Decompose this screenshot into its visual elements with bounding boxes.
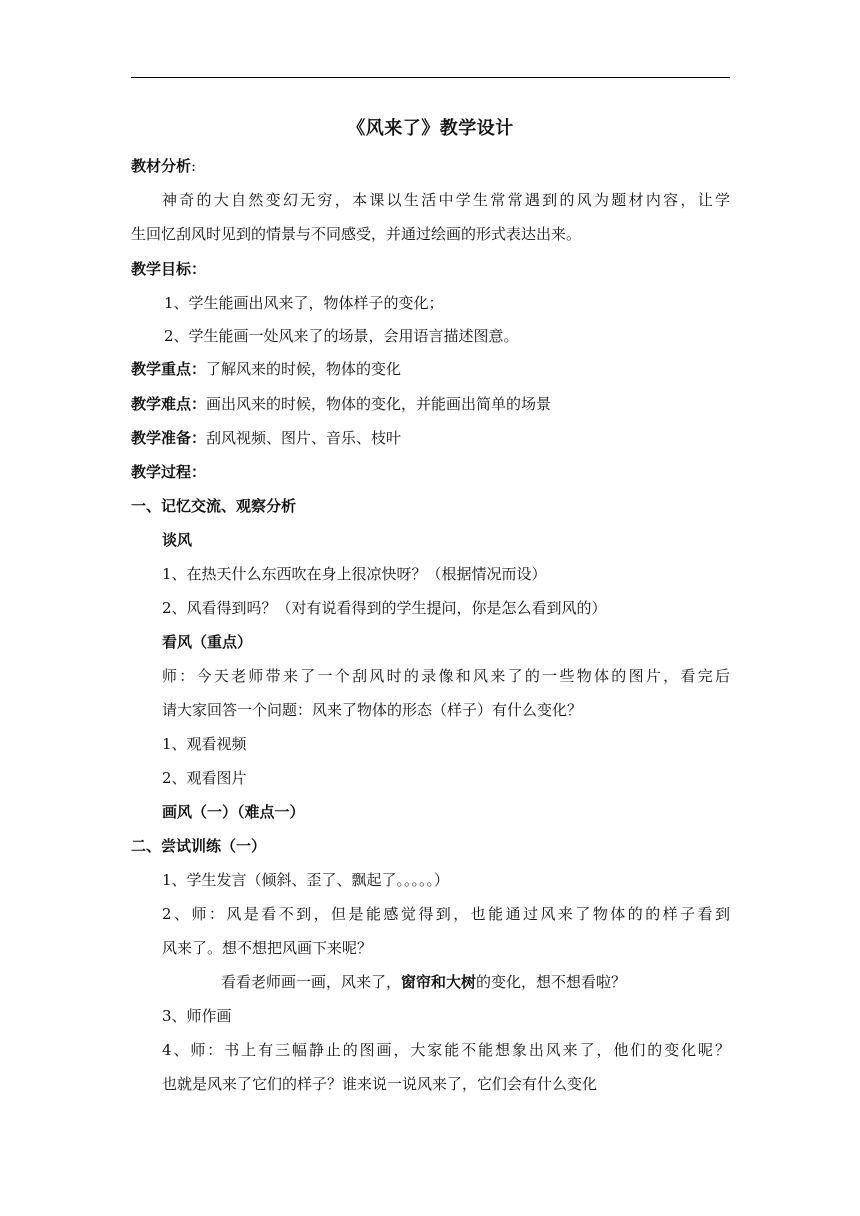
process-colon: ： (191, 463, 207, 481)
talk-item: 2、风看得到吗？（对有说看得到的学生提问，你是怎么看到风的） (162, 599, 607, 617)
watch-item: 1、观看视频 (162, 735, 247, 753)
key-point-colon: ： (191, 360, 207, 378)
teacher-intro-line-2: 请大家回答一个问题：风来了物体的形态（样子）有什么变化？ (162, 701, 583, 719)
practice-item-3: 3、师作画 (162, 1007, 232, 1025)
preparation-colon: ： (191, 429, 207, 447)
goals-colon: ： (191, 260, 207, 278)
key-point-label: 教学重点 (131, 360, 192, 378)
practice-item-2-line-2: 风来了。想不想把风画下来呢？ (162, 939, 373, 957)
watch-item: 2、观看图片 (162, 769, 247, 787)
goals-label: 教学目标 (131, 260, 192, 278)
talk-item: 1、在热天什么东西吹在身上很凉快呀？（根据情况而设） (162, 565, 547, 583)
document-title: 《风来了》教学设计 (347, 118, 514, 139)
goals-heading (131, 258, 206, 280)
draw-wind-heading: 画风（一）（难点一） (162, 803, 305, 821)
talk-wind-heading: 谈风 (162, 531, 193, 549)
preparation-label: 教学准备 (131, 429, 192, 447)
analysis-paragraph-line-2: 生回忆刮风时见到的情景与不同感受，并通过绘画的形式表达出来。 (131, 225, 582, 243)
difficulty-value: 画出风来的时候，物体的变化，并能画出简单的场景 (206, 395, 552, 413)
difficulty-colon: ： (191, 395, 207, 413)
analysis-paragraph-line-1: 神奇的大自然变幻无穷，本课以生活中学生常常遇到的风为题材内容，让学 (162, 191, 730, 209)
watch-teacher-draw-bold: 窗帘和大树 (401, 973, 477, 991)
watch-wind-heading: 看风（重点） (162, 633, 253, 651)
practice-item-2-line-1: 2、师：风是看不到，但是能感觉得到，也能通过风来了物体的的样子看到 (162, 905, 730, 923)
goal-item: 2、学生能画一处风来了的场景，会用语言描述图意。 (164, 327, 519, 345)
difficulty-label: 教学难点 (131, 395, 192, 413)
teacher-intro-line-1: 师：今天老师带来了一个刮风时的录像和风来了的一些物体的图片，看完后 (162, 667, 730, 685)
section-2-heading: 二、尝试训练（一） (131, 837, 267, 855)
watch-teacher-draw (221, 971, 626, 993)
key-point-value: 了解风来的时候，物体的变化 (206, 360, 402, 378)
practice-item-1: 1、学生发言（倾斜、歪了、飘起了。。。。。） (162, 871, 450, 889)
practice-item-4-line-1: 4、师：书上有三幅静止的图画，大家能不能想象出风来了，他们的变化呢？ (162, 1041, 730, 1059)
section-1-heading: 一、记忆交流、观察分析 (131, 497, 297, 515)
goal-item: 1、学生能画出风来了，物体样子的变化； (164, 294, 444, 312)
preparation-value: 刮风视频、图片、音乐、枝叶 (206, 429, 402, 447)
watch-teacher-draw-post: 的变化，想不想看啦？ (476, 973, 627, 991)
analysis-heading (131, 155, 196, 177)
analysis-colon: : (191, 157, 197, 175)
difficulty-point (131, 393, 551, 415)
header-rule (131, 77, 730, 78)
process-heading (131, 461, 206, 483)
practice-item-4-line-2: 也就是风来了它们的样子？谁来说一说风来了，它们会有什么变化 (162, 1075, 598, 1093)
key-point (131, 358, 401, 380)
preparation (131, 427, 401, 449)
watch-teacher-draw-pre: 看看老师画一画，风来了， (221, 973, 402, 991)
analysis-label: 教材分析 (131, 157, 192, 175)
process-label: 教学过程 (131, 463, 192, 481)
